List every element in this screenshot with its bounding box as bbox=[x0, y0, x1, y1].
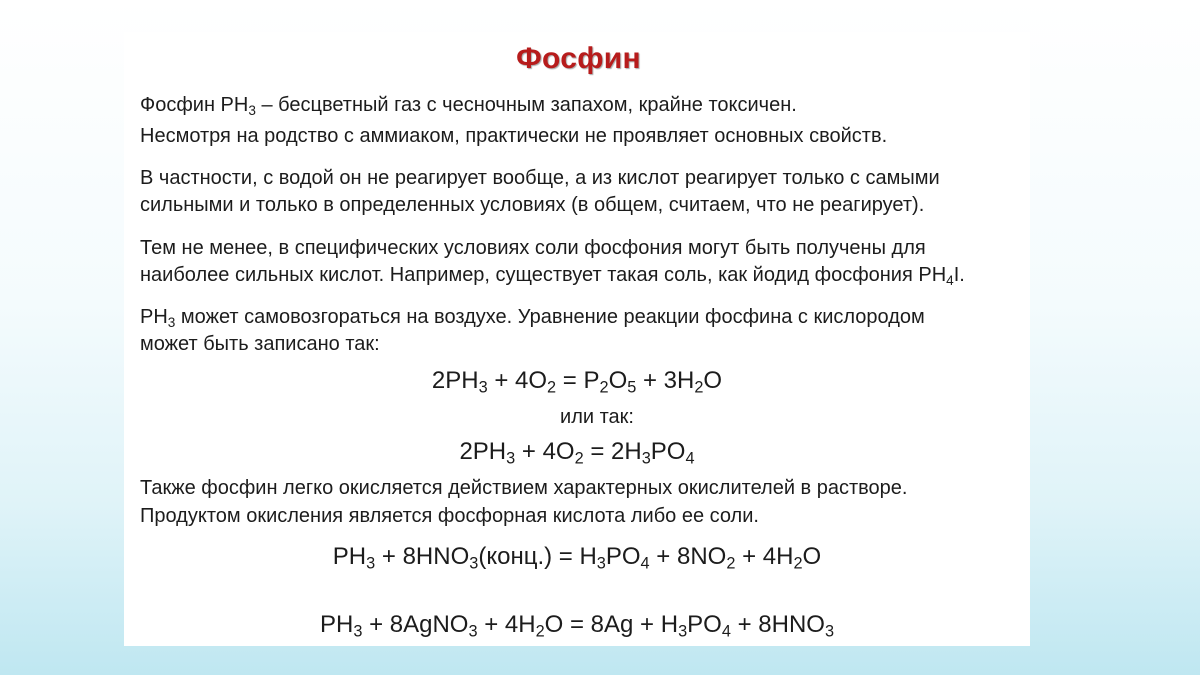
paragraph-phosphonium-line1: Тем не менее, в специфических условиях соли фосфония могут быть получены для bbox=[140, 237, 926, 259]
paragraph-combustion-line2: может быть записано так: bbox=[140, 333, 380, 355]
slide bbox=[124, 32, 1030, 646]
equation-combustion-1: $2PH_3 + 4O_2 = P_2O_5 + 3H_2O$ bbox=[431, 367, 723, 397]
equation-silver-nitrate: $PH_3$ + 8AgNO$_3$ + $4H_2O = 8Ag + H_3PO_4 + 8HNO_3$ bbox=[319, 611, 835, 641]
paragraph-phosphonium-line2: наиболее сильных кислот. Например, существует такая соль, как йодид фосфония $PH_4I$. bbox=[140, 264, 965, 288]
paragraph-water-line2: сильными и только в определенных условиях (в общем, считаем, что не реагирует). bbox=[140, 194, 925, 216]
paragraph-oxidation-line2: Продуктом окисления является фосфорная кислота либо ее соли. bbox=[140, 505, 759, 527]
paragraph-ammonia: Несмотря на родство с аммиаком, практически не проявляет основных свойств. bbox=[140, 125, 888, 147]
slide-title: Фосфин bbox=[516, 42, 641, 75]
paragraph-water-line1: В частности, с водой он не реагирует вообще, а из кислот реагирует только с самыми bbox=[140, 167, 940, 189]
equation-combustion-2: $2PH_3 + 4O_2 = 2H_3PO_4$ bbox=[459, 438, 695, 468]
paragraph-intro: Фосфин $PH_3$ – бесцветный газ с чесночным запахом, крайне токсичен. bbox=[140, 94, 797, 118]
equation-nitric-acid: $PH_3$ + $8HNO_3(конц.) = H_3PO_4 + 8NO_2 + 4H_2O$ bbox=[332, 543, 822, 573]
paragraph-combustion-line1: $PH_3$ может самовозгораться на воздухе. Уравнение реакции фосфина с кислородом bbox=[140, 306, 925, 330]
or-label: или так: bbox=[560, 406, 634, 428]
paragraph-oxidation-line1: Также фосфин легко окисляется действием характерных окислителей в растворе. bbox=[140, 477, 908, 499]
